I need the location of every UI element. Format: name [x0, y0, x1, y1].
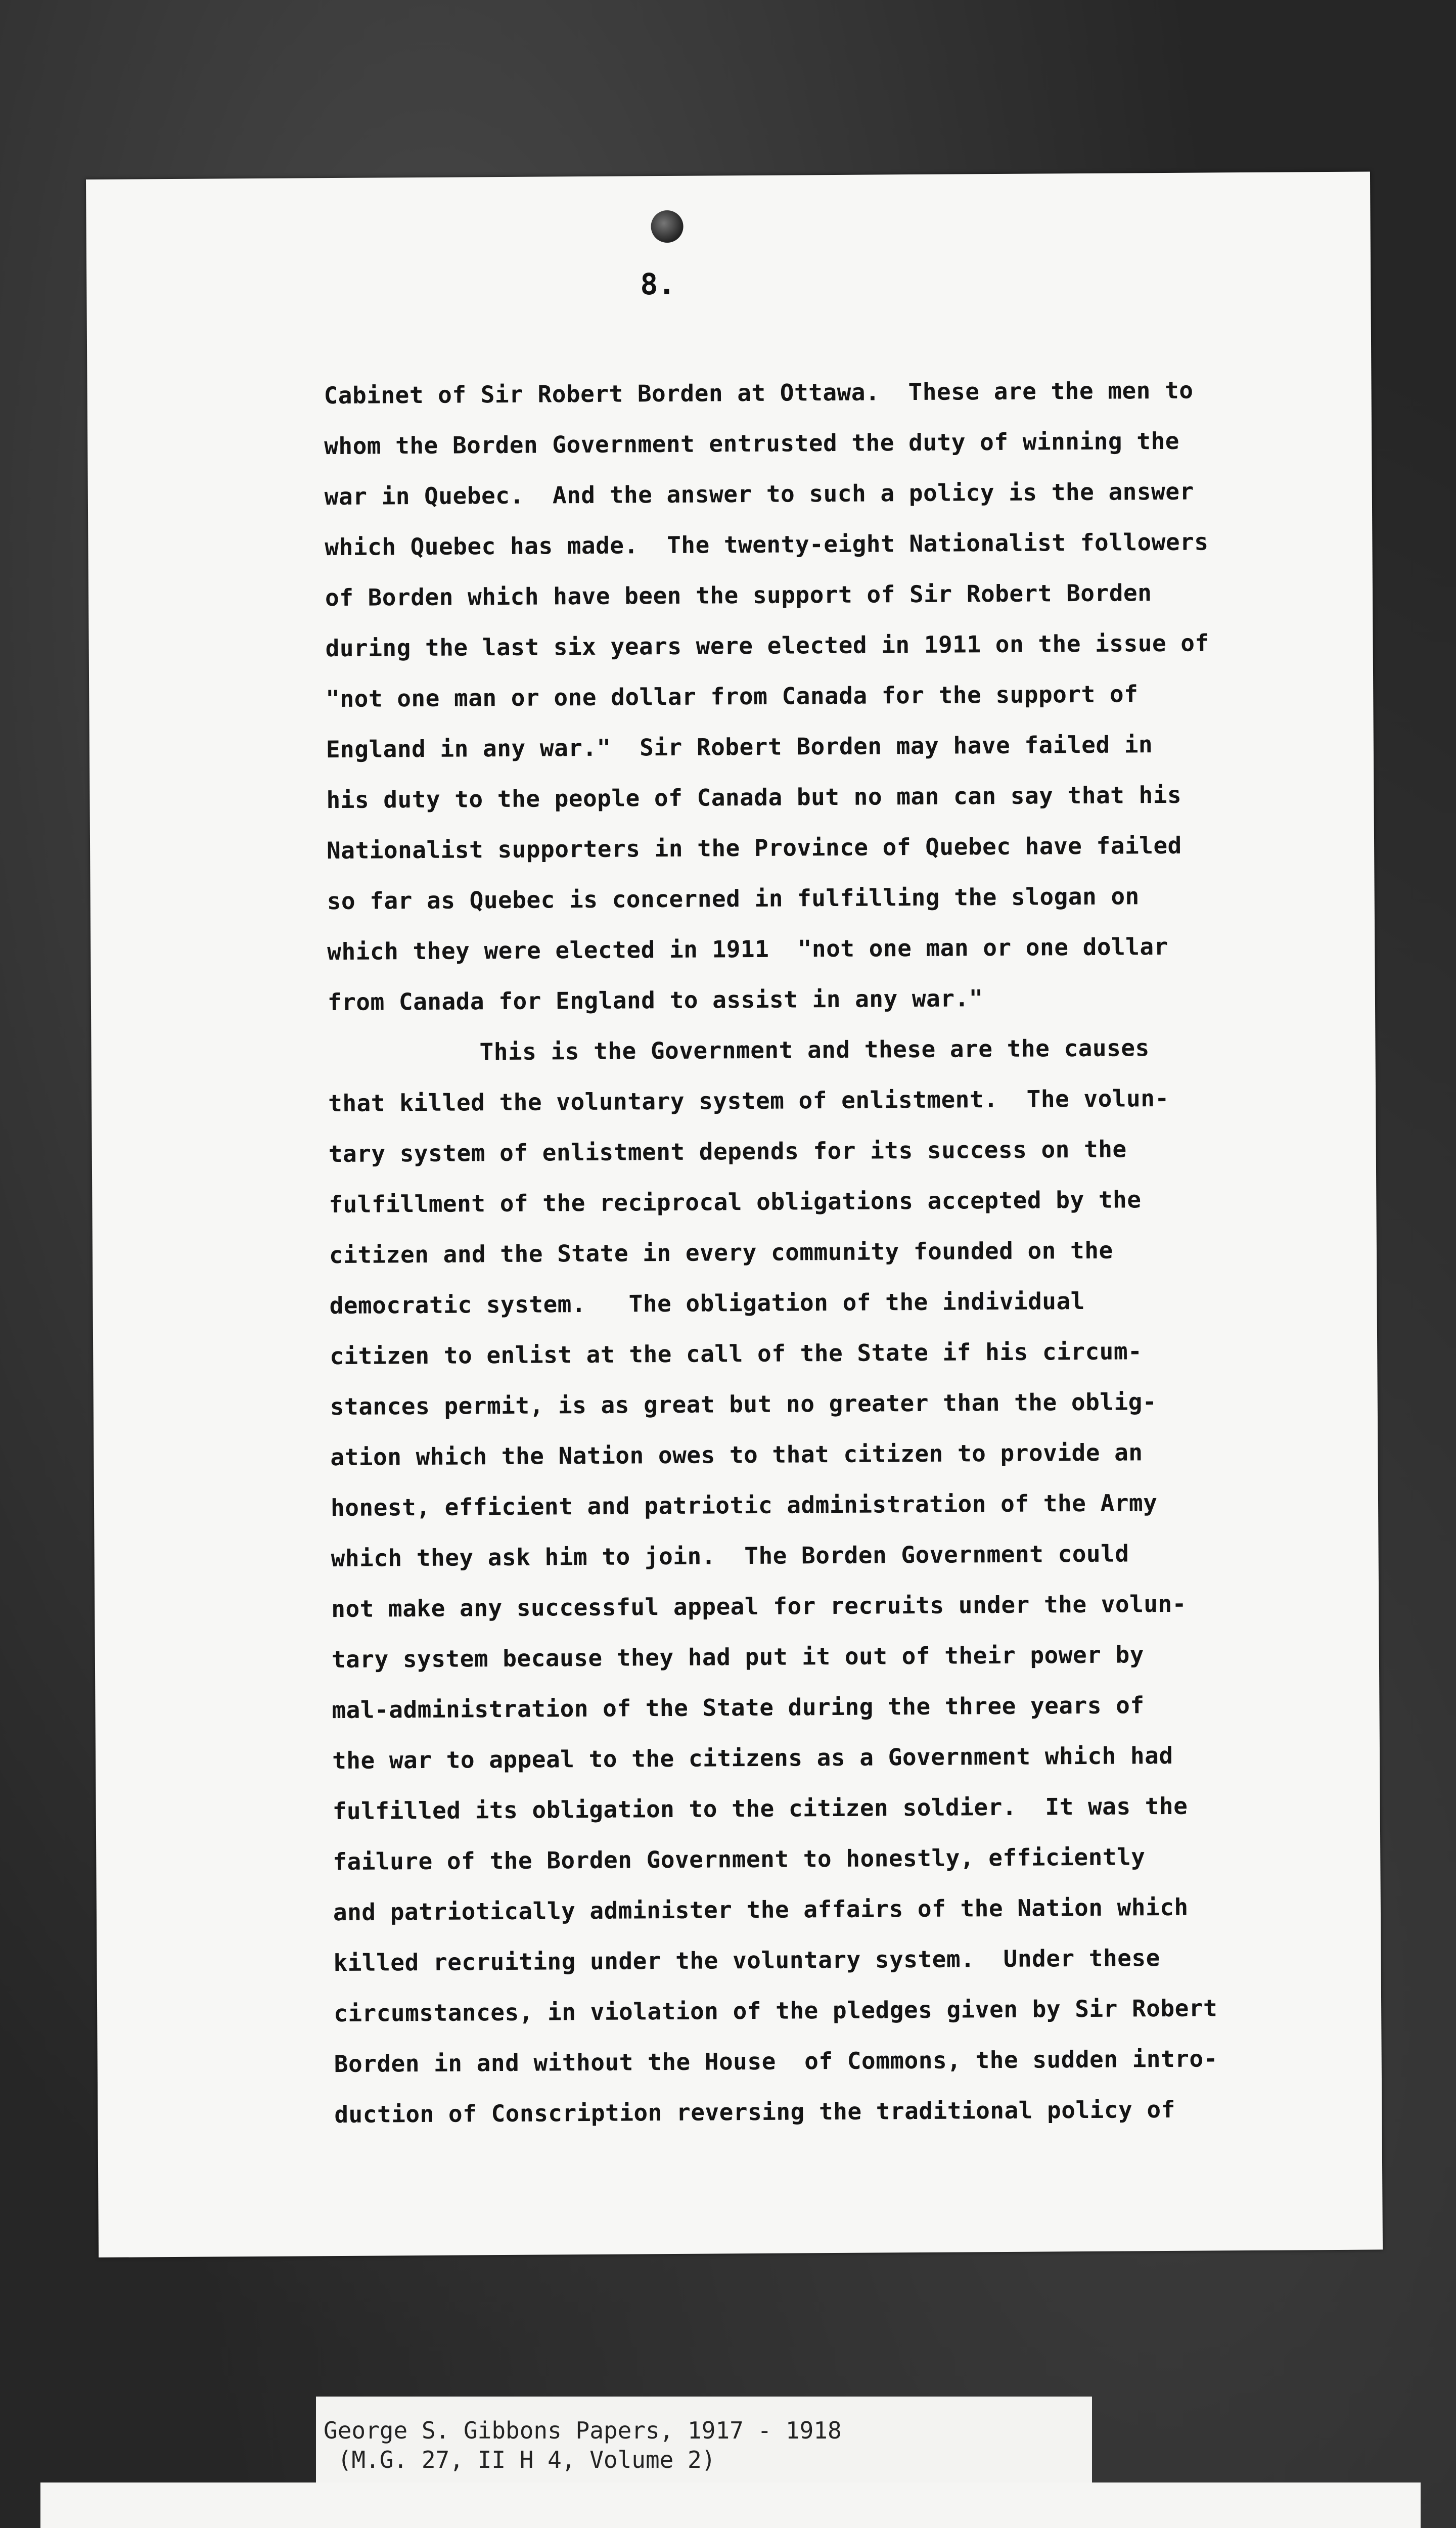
text-line: not make any successful appeal for recruits under the volun-	[331, 1590, 1187, 1623]
text-line: fulfilled its obligation to the citizen soldier. It was the	[332, 1792, 1188, 1825]
archives-card	[40, 2482, 1421, 2528]
text-line: Nationalist supporters in the Province of Quebec have failed	[326, 831, 1182, 865]
text-line: during the last six years were elected in 1911 on the issue of	[325, 629, 1209, 662]
text-line: "not one man or one dollar from Canada for the support of	[326, 680, 1139, 713]
text-line: his duty to the people of Canada but no man can say that his	[326, 781, 1182, 814]
text-line: which they ask him to join. The Borden Government could	[331, 1540, 1129, 1572]
text-line: Cabinet of Sir Robert Borden at Ottawa. These are the men to	[324, 376, 1194, 410]
text-line: circumstances, in violation of the pledges given by Sir Robert	[334, 1994, 1218, 2027]
text-line: war in Quebec. And the answer to such a policy is the answer	[324, 477, 1194, 511]
source-label-line-1: George S. Gibbons Papers, 1917 - 1918	[324, 2417, 842, 2444]
text-line: and patriotically administer the affairs of the Nation which	[333, 1893, 1189, 1926]
page-number: 8.	[640, 266, 676, 302]
text-line: honest, efficient and patriotic administration of the Army	[330, 1489, 1158, 1522]
text-line: the war to appeal to the citizens as a Government which had	[332, 1741, 1173, 1775]
text-line: stances permit, is as great but no greater than the oblig-	[330, 1388, 1157, 1421]
text-line: tary system of enlistment depends for its success on the	[328, 1135, 1127, 1168]
text-line: mal-administration of the State during the three years of	[332, 1691, 1145, 1724]
text-line: citizen to enlist at the call of the State if his circum-	[330, 1337, 1143, 1370]
text-line: Borden in and without the House of Commons, the sudden intro-	[334, 2045, 1218, 2078]
text-line: tary system because they had put it out of their power by	[331, 1641, 1145, 1674]
text-line: whom the Borden Government entrusted the duty of winning the	[324, 427, 1180, 460]
document-page	[86, 171, 1383, 2257]
paragraph-start-line: This is the Government and these are the causes	[479, 1034, 1150, 1066]
text-line: from Canada for England to assist in any war."	[327, 984, 984, 1016]
text-line: killed recruiting under the voluntary system. Under these	[333, 1944, 1160, 1977]
text-line: of Borden which have been the support of Sir Robert Borden	[325, 579, 1152, 612]
source-label	[316, 2397, 1092, 2490]
text-line: which Quebec has made. The twenty-eight Nationalist followers	[325, 528, 1209, 561]
text-line: ation which the Nation owes to that citizen to provide an	[330, 1438, 1143, 1471]
punch-hole	[651, 210, 683, 243]
text-line: citizen and the State in every community founded on the	[329, 1236, 1113, 1269]
text-line: so far as Quebec is concerned in fulfilling the slogan on	[327, 882, 1140, 915]
text-line: democratic system. The obligation of the individual	[329, 1287, 1085, 1320]
text-line: that killed the voluntary system of enlistment. The volun-	[328, 1084, 1169, 1117]
text-line: failure of the Borden Government to honestly, efficiently	[333, 1843, 1146, 1876]
text-line: which they were elected in 1911 "not one man or one dollar	[327, 932, 1168, 966]
text-line: England in any war." Sir Robert Borden may have failed in	[326, 731, 1153, 763]
text-line: fulfillment of the reciprocal obligations accepted by the	[329, 1186, 1142, 1218]
text-line: duction of Conscription reversing the traditional policy of	[334, 2095, 1175, 2129]
body-text	[324, 364, 1345, 2140]
source-label-line-2: (M.G. 27, II H 4, Volume 2)	[324, 2446, 716, 2473]
